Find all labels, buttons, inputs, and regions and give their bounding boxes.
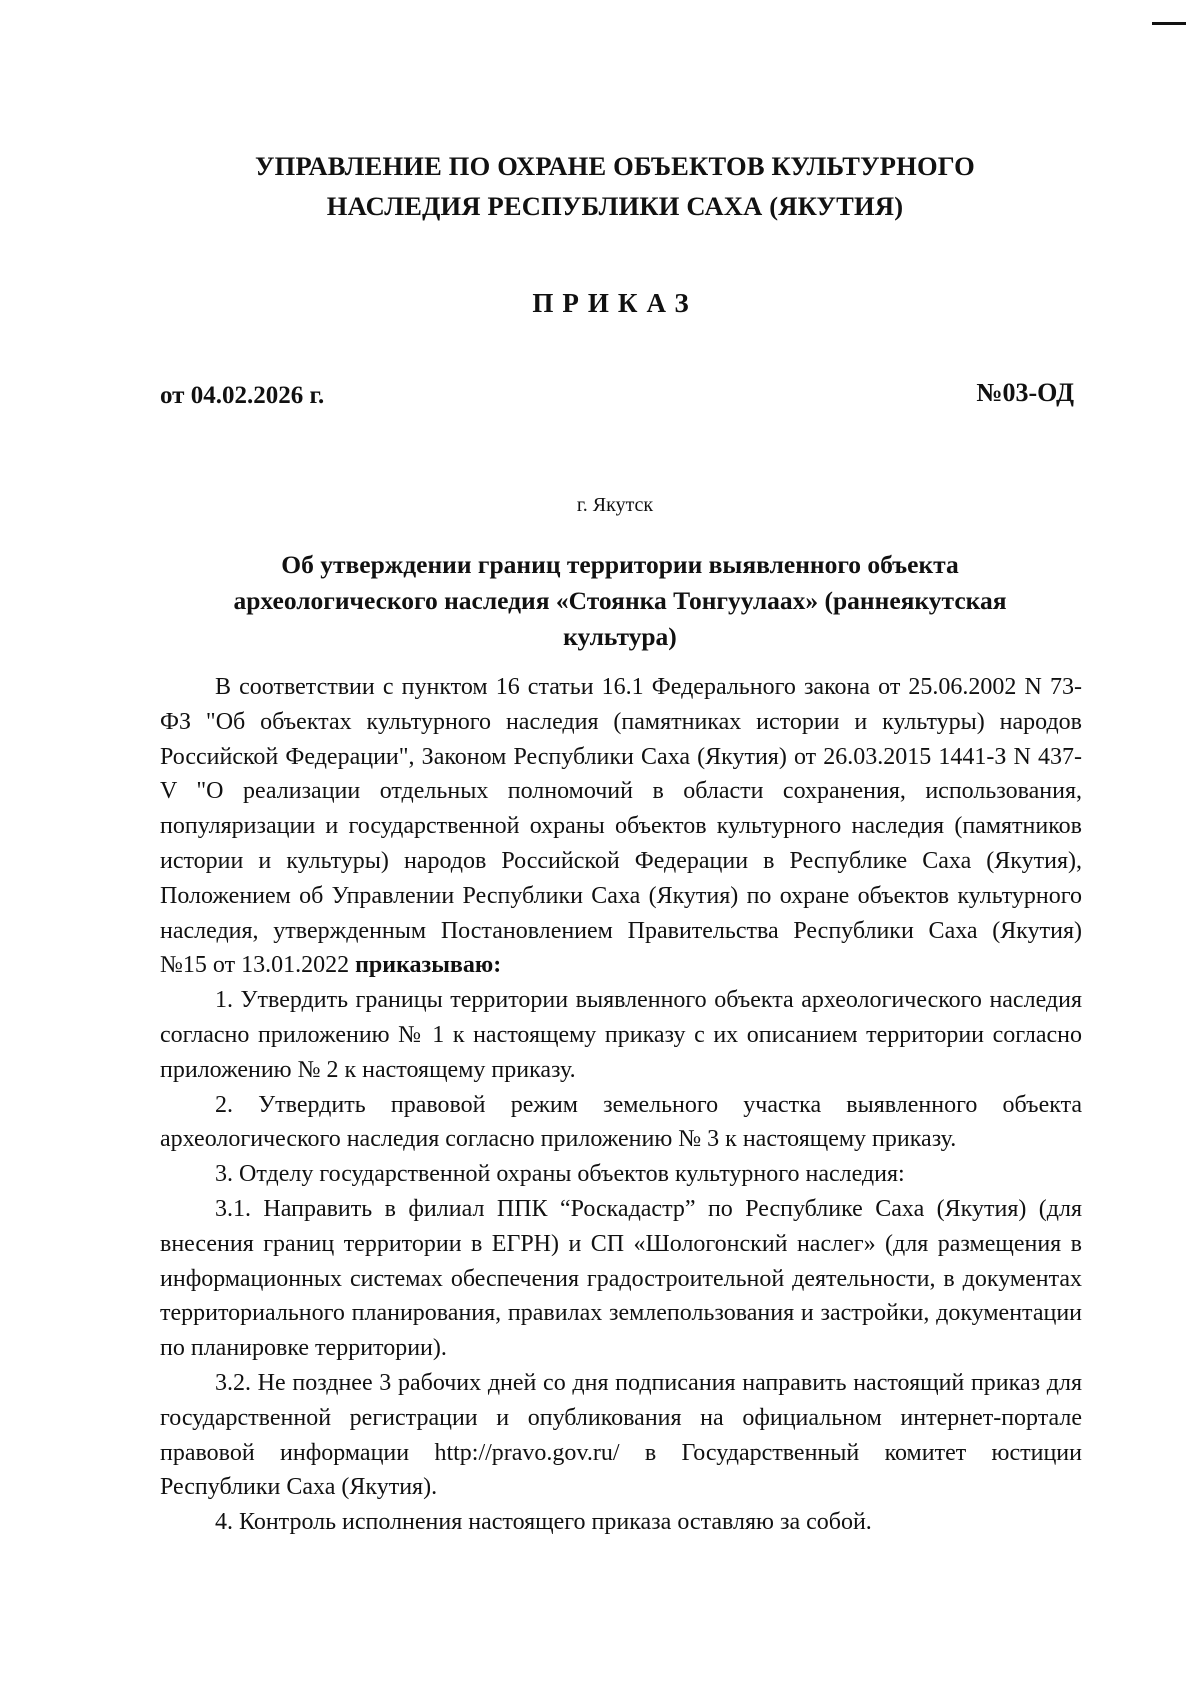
order-heading: ПРИКАЗ xyxy=(532,288,698,318)
command-word: приказываю: xyxy=(355,952,502,979)
city-label: г. Якутск xyxy=(576,494,654,516)
pravo-url-link[interactable]: http://pravo.gov.ru/ xyxy=(434,1439,620,1466)
item-3-2-recipient: в Государственный комитет юстиции Республики Саха (Якутия). xyxy=(160,1439,1082,1501)
document-title-line-3: культура) xyxy=(563,622,677,651)
document-title-line-1: Об утверждении границ территории выявленного объекта xyxy=(281,550,959,579)
order-number: №03-ОД xyxy=(976,378,1074,407)
organization-title xyxy=(150,146,1080,226)
item-1-paragraph: 1. Утвердить границы территории выявленного объекта археологического наследия согласно приложению № 1 к настоящему приказу с их описанием территории согласно приложению № 2 к настоящему приказу. xyxy=(160,987,1082,1083)
item-3-paragraph: 3. Отделу государственной охраны объектов культурного наследия: xyxy=(215,1161,905,1188)
preamble-paragraph xyxy=(160,670,1082,983)
organization-title-line-1: УПРАВЛЕНИЕ ПО ОХРАНЕ ОБЪЕКТОВ КУЛЬТУРНОГО xyxy=(255,151,975,181)
document-body xyxy=(160,670,1082,1540)
item-3-2-paragraph xyxy=(160,1366,1082,1505)
order-date: от 04.02.2026 г. xyxy=(160,382,325,409)
item-4-paragraph: 4. Контроль исполнения настоящего приказа оставляю за собой. xyxy=(215,1509,872,1536)
organization-title-line-2: НАСЛЕДИЯ РЕСПУБЛИКИ САХА (ЯКУТИЯ) xyxy=(326,191,904,221)
document-title xyxy=(190,547,1050,655)
item-2-paragraph: 2. Утвердить правовой режим земельного участка выявленного объекта археологического наследия согласно приложению № 3 к настоящему приказу. xyxy=(160,1091,1082,1153)
page-corner-mark xyxy=(1152,22,1186,25)
preamble-text: В соответствии с пунктом 16 статьи 16.1 Федерального закона от 25.06.2002 N 73-ФЗ "Об объектах культурного наследия (памятниках истории и культуры) народов Российской Федерации", Законом Республики Саха (Якутия) от 26.03.2015 1441-З N 437-V "О реализации отдельных полномочий в области сохранения, использования, популяризации и государственной охраны объектов культурного наследия (памятников истории и культуры) народов Российской Федерации в Республике Саха (Якутия), Положением об Управлении Республики Саха (Якутия) по охране объектов культурного наследия, утвержденным Постановлением Правительства Республики Саха (Якутия) №15 от 13.01.2022 xyxy=(160,674,1082,979)
item-3-1-paragraph: 3.1. Направить в филиал ППК “Роскадастр” по Республике Саха (Якутия) (для внесения границ территории в ЕГРН) и СП «Шологонский наслег» (для размещения в информационных системах обеспечения градостроительной деятельности, в документах территориального планирования, правилах землепользования и застройки, документации по планировке территории). xyxy=(160,1195,1082,1362)
document-title-line-2: археологического наследия «Стоянка Тонгуулаах» (раннеякутская xyxy=(233,586,1007,615)
item-3-2-text: 3.2. Не позднее 3 рабочих дней со дня подписания направить настоящий приказ для государственной регистрации и опубликования на официальном интернет-портале правовой информации xyxy=(160,1369,1082,1466)
